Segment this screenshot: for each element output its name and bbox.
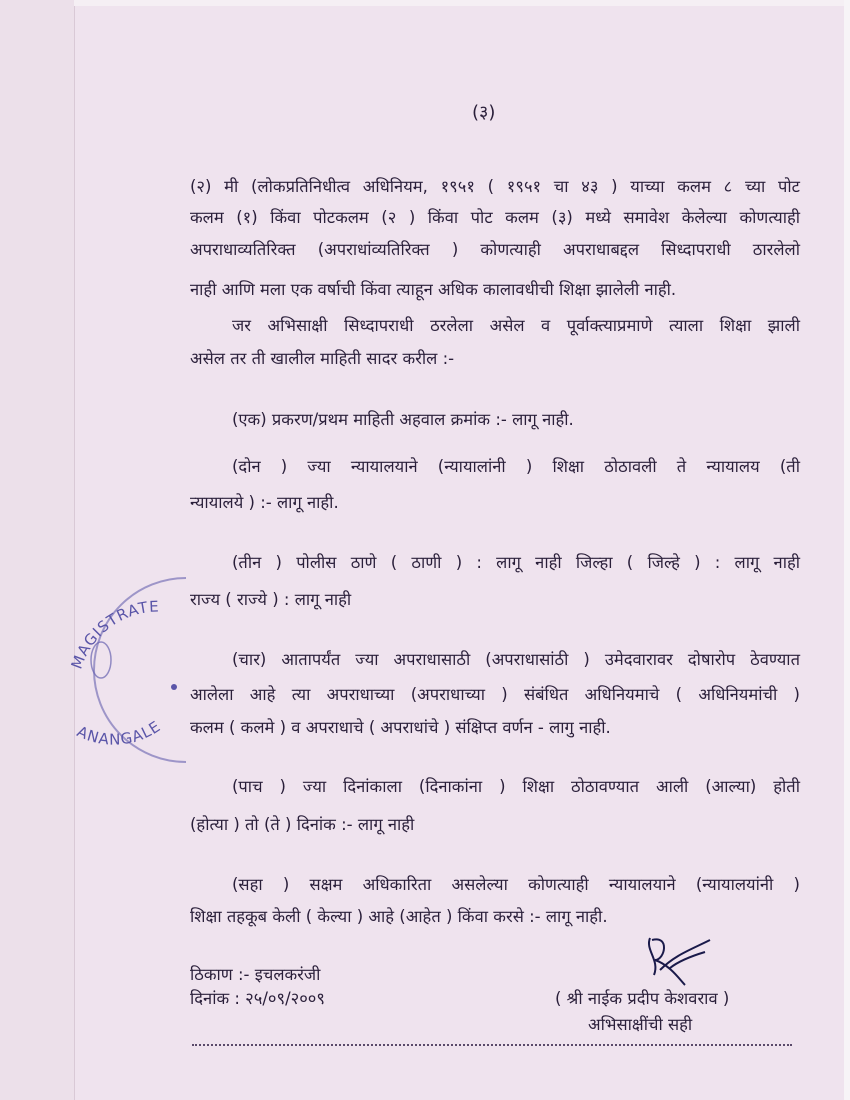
para2-line-1: (२) मी (लोकप्रतिनिधीत्व अधिनियम, १९५१ ( १९५१ चा ४३ ) याच्या कलम ८ च्या पोट [190,177,800,196]
item-five-line-2: (होत्या ) तो (ते ) दिनांक :- लागू नाही [190,815,415,834]
intro-line-1: जर अभिसाक्षी सिध्दापराधी ठरलेला असेल व पूर्वाक्त्याप्रमाणे त्याला शिक्षा झाली [232,316,800,335]
svg-text:MAGISTRATE [68,597,160,671]
signatory-name: ( श्री नाईक प्रदीप केशवराव ) [555,989,730,1008]
item-four-line-2: आलेला आहे त्या अपराधाच्या (अपराधाच्या ) संबंधित अधिनियमाचे ( अधिनियमांची ) [190,685,800,704]
dotted-separator [192,1044,792,1046]
item-one: (एक) प्रकरण/प्रथम माहिती अहवाल क्रमांक :- लागू नाही. [232,410,574,429]
page-right-edge [844,0,850,1100]
folded-page-edge [0,0,75,1100]
page-number: (३) [472,102,496,123]
para2-line-3: अपराधाव्यतिरिक्त (अपराधांव्यतिरिक्त ) कोणत्याही अपराधाबद्दल सिध्दापराधी ठारलेलो [190,240,800,259]
item-four-line-3: कलम ( कलमे ) व अपराधाचे ( अपराधांचे ) संक्षिप्त वर्णन - लागु नाही. [190,718,611,737]
stamp-text-bottom: ANANGALE [74,717,165,749]
item-three-line-2: राज्य ( राज्ये ) : लागू नाही [190,590,352,609]
signature-image [640,930,720,990]
item-four-line-1: (चार) आतापर्यंत ज्या अपराधासाठी (अपराधासांठी ) उमेदवारावर दोषारोप ठेवण्यात [232,650,800,669]
item-three-line-1: (तीन ) पोलीस ठाणे ( ठाणी ) : लागू नाही जिल्हा ( जिल्हे ) : लागू नाही [232,553,800,572]
item-five-line-1: (पाच ) ज्या दिनांकाला (दिनाकांना ) शिक्षा ठोठावण्यात आली (आल्या) होती [232,777,800,796]
stamp-text-top: MAGISTRATE [67,597,160,672]
place: ठिकाण :- इचलकरंजी [190,965,321,984]
intro-line-2: असेल तर ती खालील माहिती सादर करील :- [190,349,455,368]
svg-text:ANANGALE [74,717,164,749]
page-top-edge [74,0,850,6]
signature-label: अभिसाक्षींची सही [588,1015,693,1034]
magistrate-stamp [66,575,186,765]
para2-line-4: नाही आणि मला एक वर्षाची किंवा त्याहून अधिक कालावधीची शिक्षा झालेली नाही. [190,280,677,299]
item-two-line-2: न्यायालये ) :- लागू नाही. [190,493,339,512]
date: दिनांक : २५/०९/२००९ [190,989,325,1008]
item-six-line-1: (सहा ) सक्षम अधिकारिता असलेल्या कोणत्याही न्यायालयाने (न्यायालयांनी ) [232,875,800,894]
item-two-line-1: (दोन ) ज्या न्यायालयाने (न्यायालांनी ) शिक्षा ठोठावली ते न्यायालय (ती [232,457,800,476]
para2-line-2: कलम (१) किंवा पोटकलम (२ ) किंवा पोट कलम (३) मध्ये समावेश केलेल्या कोणत्याही [190,208,800,227]
item-six-line-2: शिक्षा तहकूब केली ( केल्या ) आहे (आहेत ) किंवा करसे :- लागू नाही. [190,907,608,926]
